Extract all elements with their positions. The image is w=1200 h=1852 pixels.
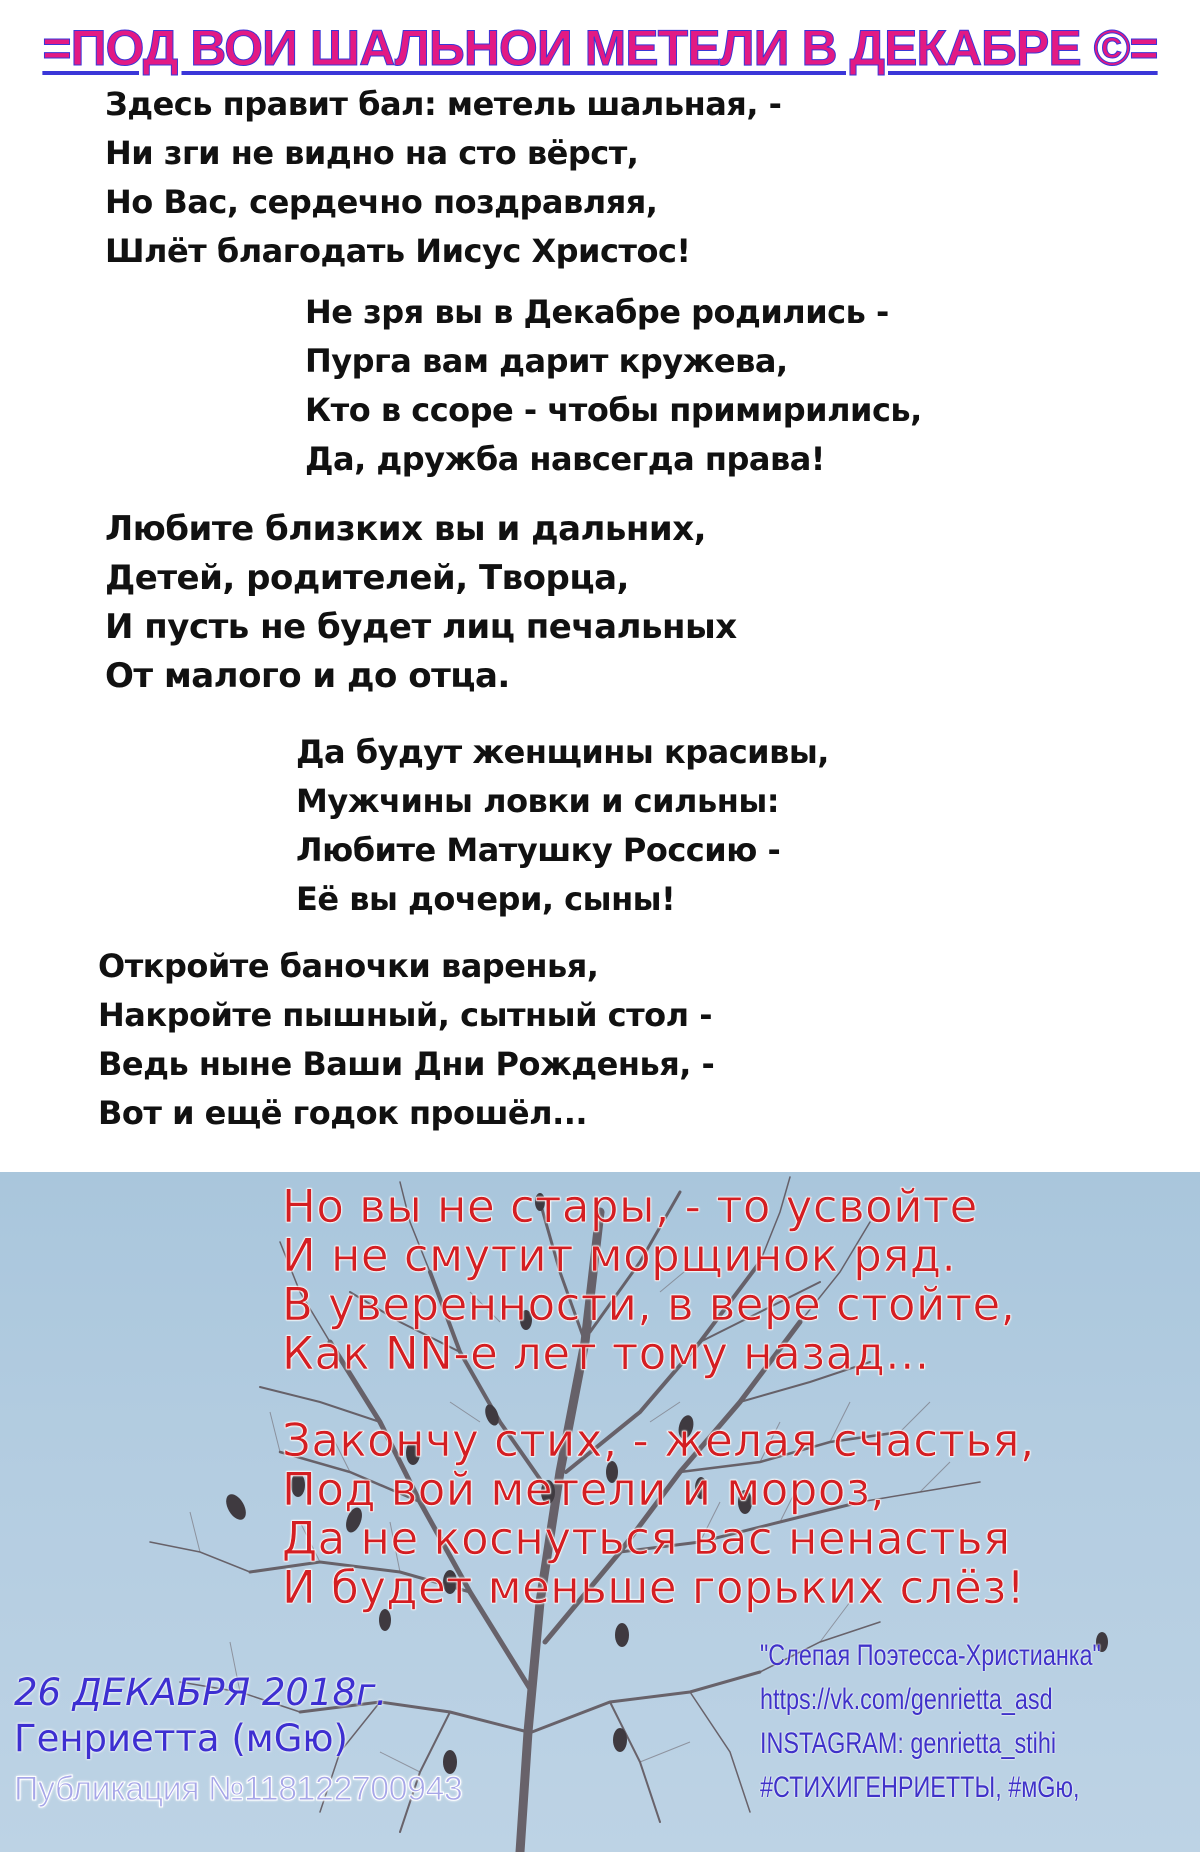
stanza-5 xyxy=(98,942,714,1138)
photo-stanza-line: И не смутит морщинок ряд. xyxy=(282,1229,957,1282)
photo-stanza-line: Под вой метели и мороз, xyxy=(282,1463,886,1516)
stanza-line: Мужчины ловки и сильны: xyxy=(296,782,780,820)
photo-stanza-2 xyxy=(282,1416,1035,1612)
stanza-line: Её вы дочери, сыны! xyxy=(296,880,676,918)
photo-stanza-line: В уверенности, в вере стойте, xyxy=(282,1278,1016,1331)
stanza-line: Откройте баночки варенья, xyxy=(98,947,599,985)
photo-stanza-line: Закончу стих, - желая счастья, xyxy=(282,1414,1035,1467)
stanza-line: Да будут женщины красивы, xyxy=(296,733,829,771)
poem-date: 26 ДЕКАБРЯ 2018г. xyxy=(14,1671,388,1714)
stanza-line: Любите Матушку Россию - xyxy=(296,831,781,869)
credit-line-instagram: INSTAGRAM: genrietta_stihi xyxy=(760,1727,1057,1760)
photo-stanza-line: Но вы не стары, - то усвойте xyxy=(282,1180,978,1233)
stanza-line: Вот и ещё годок прошёл... xyxy=(98,1094,588,1132)
stanza-line: Кто в ссоре - чтобы примирились, xyxy=(305,391,922,429)
stanza-line: Шлёт благодать Иисус Христос! xyxy=(105,232,691,270)
winter-tree-photo xyxy=(0,1172,1200,1852)
stanza-line: От малого и до отца. xyxy=(105,656,510,696)
stanza-line: Пурга вам дарит кружева, xyxy=(305,342,788,380)
stanza-line: Любите близких вы и дальних, xyxy=(105,509,707,549)
photo-stanza-line: Да не коснуться вас ненастья xyxy=(282,1512,1011,1565)
photo-stanza-line: Как NN-е лет тому назад... xyxy=(282,1327,930,1380)
credit-line-vk-link: https://vk.com/genrietta_asd xyxy=(760,1683,1053,1716)
author-name: Генриетта (мGю) xyxy=(14,1717,348,1760)
credit-line-tagline: "Слепая Поэтесса-Христианка" xyxy=(760,1639,1101,1672)
publication-number: Публикация №118122700943 xyxy=(14,1770,463,1808)
stanza-4 xyxy=(296,728,829,924)
stanza-line: Здесь правит бал: метель шальная, - xyxy=(105,85,782,123)
stanza-3 xyxy=(105,505,737,701)
stanza-line: Ни зги не видно на сто вёрст, xyxy=(105,134,639,172)
stanza-line: Не зря вы в Декабре родились - xyxy=(305,293,889,331)
stanza-line: Да, дружба навсегда права! xyxy=(305,440,825,478)
photo-stanza-1 xyxy=(282,1182,1015,1378)
poem-title: =ПОД ВОИ ШАЛЬНОИ МЕТЕЛИ В ДЕКАБРЕ ©= xyxy=(42,20,1158,76)
stanza-line: Детей, родителей, Творца, xyxy=(105,558,629,598)
stanza-line: Накройте пышный, сытный стол - xyxy=(98,996,713,1034)
stanza-line: И пусть не будет лиц печальных xyxy=(105,607,737,647)
photo-stanza-line: И будет меньше горьких слёз! xyxy=(282,1561,1026,1614)
stanza-line: Ведь ныне Ваши Дни Рожденья, - xyxy=(98,1045,715,1083)
author-credits xyxy=(760,1634,1101,1810)
stanza-line: Но Вас, сердечно поздравляя, xyxy=(105,183,658,221)
credit-line-hashtags: #СТИХИГЕНРИЕТТЫ, #мGю, xyxy=(760,1771,1080,1804)
stanza-2 xyxy=(305,288,922,484)
stanza-1 xyxy=(105,80,781,276)
